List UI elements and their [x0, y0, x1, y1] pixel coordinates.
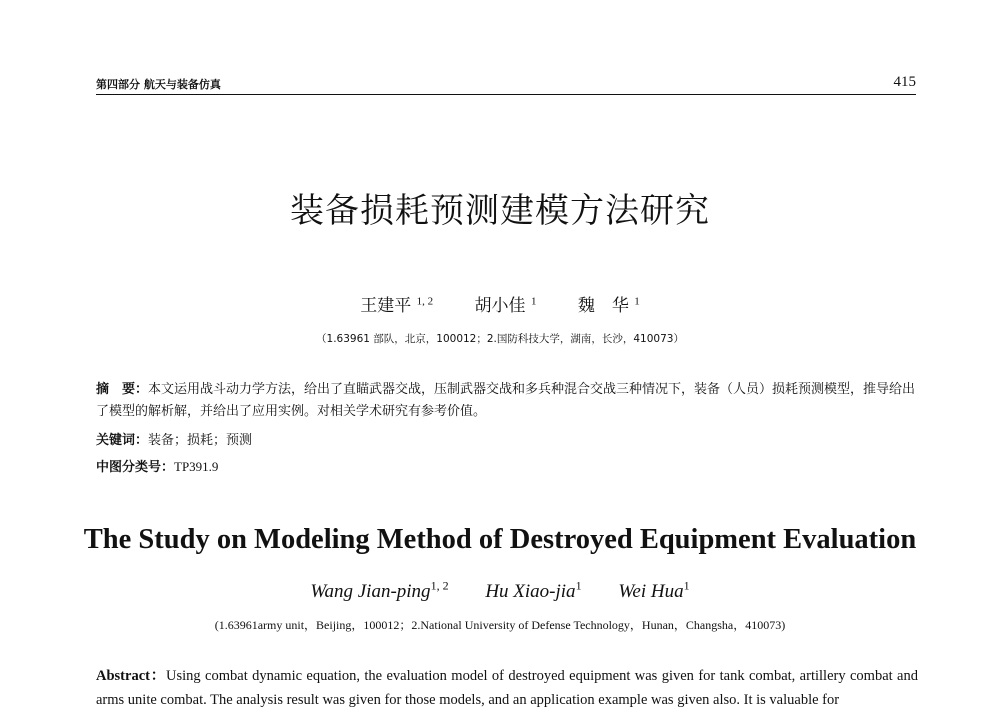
chinese-affiliation: （1.63961 部队，北京，100012；2.国防科技大学，湖南，长沙，410073） [316, 333, 684, 345]
cn-author-3: 魏 华 $^1$ [577, 295, 640, 316]
chinese-authors [0, 291, 1000, 316]
chinese-keywords [96, 429, 252, 448]
english-title: The Study on Modeling Method of Destroyed Equipment Evaluation [83, 524, 917, 555]
english-affiliation: (1.63961army unit，Beijing，100012；2.National University of Defense Technology，Hunan，Changsha，410073) [214, 618, 786, 632]
chinese-title: 装备损耗预测建模方法研究 [290, 191, 710, 231]
cn-keywords-label: 关键词： [96, 433, 149, 448]
cn-abstract-text: 本文运用战斗动力学方法，给出了直瞄武器交战，压制武器交战和多兵种混合交战三种情况下，装备（人员）损耗预测模型，推导给出了模型的解析解，并给出了应用实例。对相关学术研究有参考价值。 [96, 382, 916, 419]
cn-abstract-label: 摘 要： [96, 382, 149, 397]
english-abstract [96, 664, 918, 712]
clc-number [96, 456, 218, 475]
en-author-1: Wang Jian-ping$^{1, 2}$ [310, 579, 449, 603]
en-abstract-text: Using combat dynamic equation, the evaluation model of destroyed equipment was given for tank combat, artillery combat and arms unite combat. The analysis result was given for those models, and an application example was given also. It is valuable for [96, 668, 918, 708]
clc-value: TP391.9 [174, 459, 219, 474]
cn-keywords: 装备；损耗；预测 [148, 433, 253, 448]
cn-author-2: 胡小佳 $^1$ [474, 295, 537, 316]
en-author-3: Wei Hua$^1$ [618, 579, 690, 603]
clc-label: 中图分类号： [96, 460, 175, 475]
chinese-abstract [96, 379, 918, 423]
en-author-2: Hu Xiao-jia$^1$ [485, 579, 582, 603]
running-header [96, 76, 916, 95]
section-title: 第四部分 航天与装备仿真 [96, 78, 221, 91]
en-abstract-label: Abstract： [96, 668, 166, 684]
page-number: 415 [893, 74, 916, 90]
cn-author-1: 王建平 $^{1, 2}$ [360, 295, 434, 316]
english-authors [0, 579, 1000, 603]
